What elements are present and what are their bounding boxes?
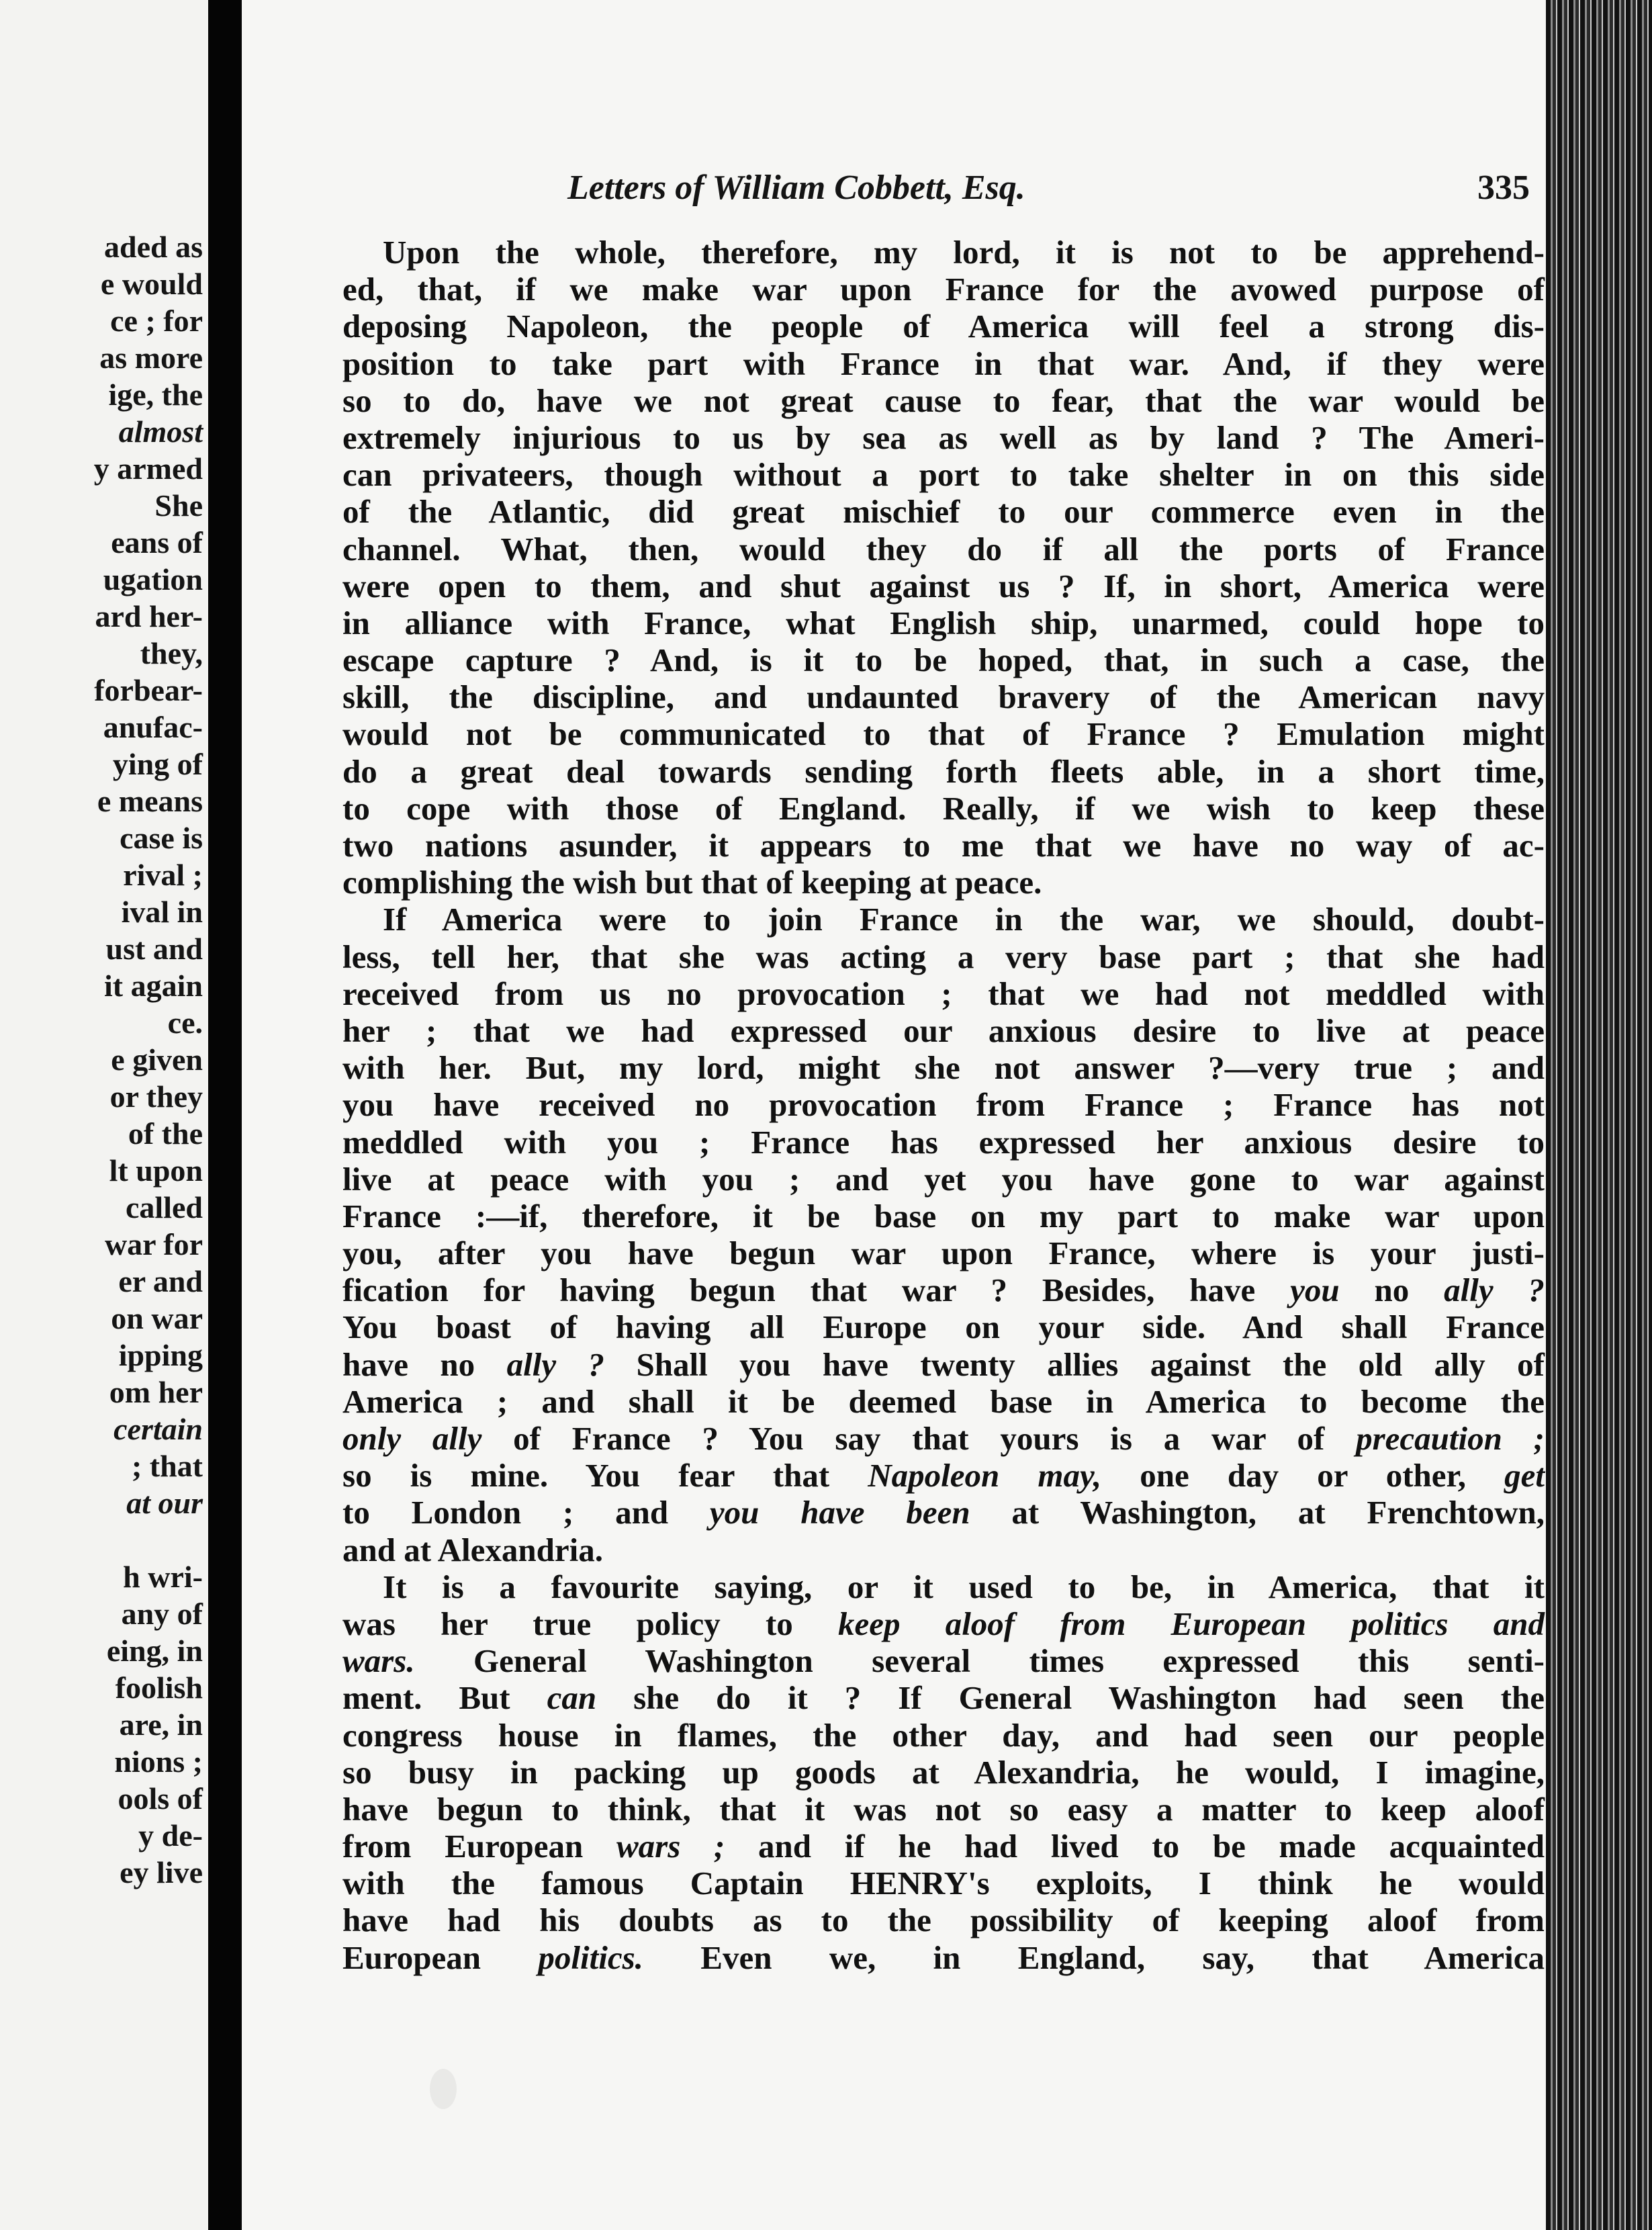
facing-page-line xyxy=(8,1521,203,1558)
text-line: in alliance with France, what English ship, unarmed, could hope to xyxy=(342,604,1545,641)
text-segment: and if he had lived to be made acquainted xyxy=(725,1828,1545,1865)
facing-page xyxy=(0,0,208,2230)
page-number: 335 xyxy=(1477,169,1530,207)
text-line: with her. But, my lord, might she not answer ?—very true ; and xyxy=(342,1049,1545,1087)
facing-page-line: e would xyxy=(100,267,203,301)
facing-page-line: eans of xyxy=(111,525,203,560)
text-segment: fication for having begun that war ? Besides, have xyxy=(342,1272,1291,1309)
page-edges xyxy=(1546,0,1652,2230)
facing-page-line: of the xyxy=(128,1116,203,1151)
text-line: It is a favourite saying, or it used to be, in America, that it xyxy=(383,1568,1545,1605)
text-line xyxy=(342,1346,1545,1383)
facing-page-line: ce. xyxy=(167,1006,203,1040)
italic-text: ally ? xyxy=(1444,1272,1545,1309)
text-line: You boast of having all Europe on your side. And shall France xyxy=(342,1308,1545,1346)
text-line: of the Atlantic, did great mischief to our commerce even in the xyxy=(342,493,1545,531)
italic-text: precaution ; xyxy=(1356,1420,1545,1457)
text-line: with the famous Captain HENRY's exploits, I think he would xyxy=(342,1865,1545,1902)
facing-page-text xyxy=(8,228,203,1891)
facing-page-line: ying of xyxy=(112,747,203,781)
facing-page-line: ival in xyxy=(121,895,203,929)
text-segment: was her true policy to xyxy=(342,1605,838,1642)
text-line: channel. What, then, would they do if all the ports of France xyxy=(342,530,1545,568)
text-line xyxy=(342,1272,1545,1308)
text-line: complishing the wish but that of keeping at peace. xyxy=(342,864,1042,901)
facing-page-line: y armed xyxy=(93,451,203,486)
text-segment: she do it ? If General Washington had seen the xyxy=(596,1679,1545,1717)
facing-page-line: on war xyxy=(111,1301,203,1335)
text-line: two nations asunder, it appears to me that we have no way of ac- xyxy=(342,827,1545,864)
facing-page-line: or they xyxy=(109,1079,203,1114)
facing-page-line: ey live xyxy=(120,1855,203,1889)
italic-text: can xyxy=(547,1679,597,1717)
text-segment: Even we, in England, say, that America xyxy=(643,1938,1545,1976)
text-line: have had his doubts as to the possibility of keeping aloof from xyxy=(342,1902,1545,1939)
facing-page-line: forbear- xyxy=(94,673,203,707)
facing-page-line: ugation xyxy=(103,562,203,596)
facing-page-line: almost xyxy=(118,414,203,449)
text-line xyxy=(342,1642,1545,1679)
facing-page-line: eing, in xyxy=(106,1634,203,1668)
body-text xyxy=(342,234,1545,1976)
text-line: live at peace with you ; and yet you have gone to war against xyxy=(342,1160,1545,1198)
italic-text: ally ? xyxy=(506,1345,605,1383)
text-line: escape capture ? And, is it to be hoped, that, in such a case, the xyxy=(342,641,1545,679)
page xyxy=(242,0,1546,2230)
text-line: If America were to join France in the war, we should, doubt- xyxy=(383,901,1545,938)
text-line: meddled with you ; France has expressed her anxious desire to xyxy=(342,1123,1545,1161)
facing-page-line: war for xyxy=(104,1227,203,1261)
facing-page-line: ce ; for xyxy=(110,304,203,338)
text-line: were open to them, and shut against us ? If, in short, America were xyxy=(342,567,1545,605)
text-line xyxy=(342,1457,1545,1494)
text-line: America ; and shall it be deemed base in America to become the xyxy=(342,1382,1545,1420)
text-line: France :—if, therefore, it be base on my part to make war upon xyxy=(342,1197,1545,1235)
facing-page-line: ige, the xyxy=(108,377,203,412)
text-segment: one day or other, xyxy=(1101,1457,1505,1495)
text-line: ed, that, if we make war upon France for the avowed purpose of xyxy=(342,271,1545,308)
page-header xyxy=(242,161,1546,215)
text-line xyxy=(342,1494,1545,1531)
facing-page-line: case is xyxy=(120,821,203,855)
text-line xyxy=(342,1420,1545,1457)
facing-page-line: lt upon xyxy=(109,1153,203,1188)
text-line: so busy in packing up goods at Alexandria, he would, I imagine, xyxy=(342,1753,1545,1791)
italic-text: keep aloof from European politics and xyxy=(837,1605,1545,1642)
text-line xyxy=(342,1679,1545,1716)
facing-page-line: certain xyxy=(113,1412,203,1446)
italic-text: you have been xyxy=(709,1494,970,1531)
facing-page-line: they, xyxy=(140,636,203,670)
text-line xyxy=(342,1939,1545,1976)
text-line: less, tell her, that she was acting a very base part ; that she had xyxy=(342,938,1545,975)
facing-page-line: are, in xyxy=(119,1707,203,1742)
facing-page-line: aded as xyxy=(104,230,203,264)
text-line: her ; that we had expressed our anxious desire to live at peace xyxy=(342,1012,1545,1049)
text-line: extremely injurious to us by sea as well as by land ? The Ameri- xyxy=(342,418,1545,456)
text-segment: from European xyxy=(342,1828,616,1865)
facing-page-line: as more xyxy=(99,341,203,375)
text-line: received from us no provocation ; that we had not meddled with xyxy=(342,975,1545,1012)
text-line xyxy=(342,1605,1545,1642)
text-line: would not be communicated to that of France ? Emulation might xyxy=(342,715,1545,753)
facing-page-line: She xyxy=(154,488,203,523)
text-line: to cope with those of England. Really, if we wish to keep these xyxy=(342,789,1545,827)
facing-page-line: h wri- xyxy=(123,1560,203,1594)
text-line: so to do, have we not great cause to fear, that the war would be xyxy=(342,382,1545,419)
facing-page-line: e means xyxy=(97,784,203,818)
text-line: can privateers, though without a port to take shelter in on this side xyxy=(342,456,1545,494)
text-line: Upon the whole, therefore, my lord, it is not to be apprehend- xyxy=(383,234,1545,271)
text-segment: General Washington several times expressed this senti- xyxy=(414,1642,1545,1680)
text-line xyxy=(342,1828,1545,1865)
text-line: skill, the discipline, and undaunted bravery of the American navy xyxy=(342,678,1545,716)
facing-page-line: ; that xyxy=(131,1449,203,1483)
text-segment: Shall you have twenty allies against the old ally of xyxy=(604,1345,1545,1383)
facing-page-line: er and xyxy=(118,1264,203,1298)
facing-page-line: called xyxy=(126,1190,203,1224)
italic-text: only ally xyxy=(342,1420,482,1457)
text-line: have begun to think, that it was not so easy a matter to keep aloof xyxy=(342,1790,1545,1828)
facing-page-line: at our xyxy=(126,1486,203,1520)
text-segment: European xyxy=(342,1938,539,1976)
text-segment: have no xyxy=(342,1345,507,1383)
italic-text: get xyxy=(1504,1457,1545,1495)
text-segment: of France ? You say that yours is a war of xyxy=(481,1420,1357,1457)
book-gutter xyxy=(208,0,242,2230)
text-segment: so is mine. You fear that xyxy=(342,1457,868,1495)
facing-page-line: rival ; xyxy=(123,858,203,892)
facing-page-line: y de- xyxy=(138,1818,203,1853)
text-line: deposing Napoleon, the people of America will feel a strong dis- xyxy=(342,308,1545,345)
running-title: Letters of William Cobbett, Esq. xyxy=(567,169,1025,207)
text-line: congress house in flames, the other day, and had seen our people xyxy=(342,1716,1545,1754)
text-line: and at Alexandria. xyxy=(342,1531,603,1568)
text-line: position to take part with France in that war. And, if they were xyxy=(342,345,1545,382)
facing-page-line: ard her- xyxy=(95,599,203,633)
italic-text: wars ; xyxy=(616,1828,725,1865)
facing-page-line: any of xyxy=(121,1597,203,1631)
text-line: you, after you have begun war upon France, where is your justi- xyxy=(342,1235,1545,1272)
facing-page-line: nions ; xyxy=(114,1744,203,1779)
facing-page-line: om her xyxy=(109,1375,203,1409)
text-line: you have received no provocation from France ; France has not xyxy=(342,1086,1545,1124)
facing-page-line: anufac- xyxy=(103,710,203,744)
text-segment: at Washington, at Frenchtown, xyxy=(970,1494,1545,1531)
text-segment: to London ; and xyxy=(342,1494,710,1531)
italic-text: politics. xyxy=(538,1938,643,1976)
italic-text: wars. xyxy=(342,1642,415,1680)
italic-text: Napoleon may, xyxy=(868,1457,1102,1495)
facing-page-line: ipping xyxy=(118,1338,203,1372)
paper-stain xyxy=(430,2069,457,2109)
facing-page-line: ust and xyxy=(105,932,203,966)
text-segment: no xyxy=(1339,1272,1444,1309)
facing-page-line: e given xyxy=(111,1042,203,1077)
facing-page-line: it again xyxy=(104,969,203,1003)
facing-page-line: ools of xyxy=(118,1781,203,1816)
text-segment: ment. But xyxy=(342,1679,547,1717)
facing-page-line: foolish xyxy=(115,1670,203,1705)
text-line: do a great deal towards sending forth fleets able, in a short time, xyxy=(342,752,1545,790)
italic-text: you xyxy=(1290,1272,1340,1309)
